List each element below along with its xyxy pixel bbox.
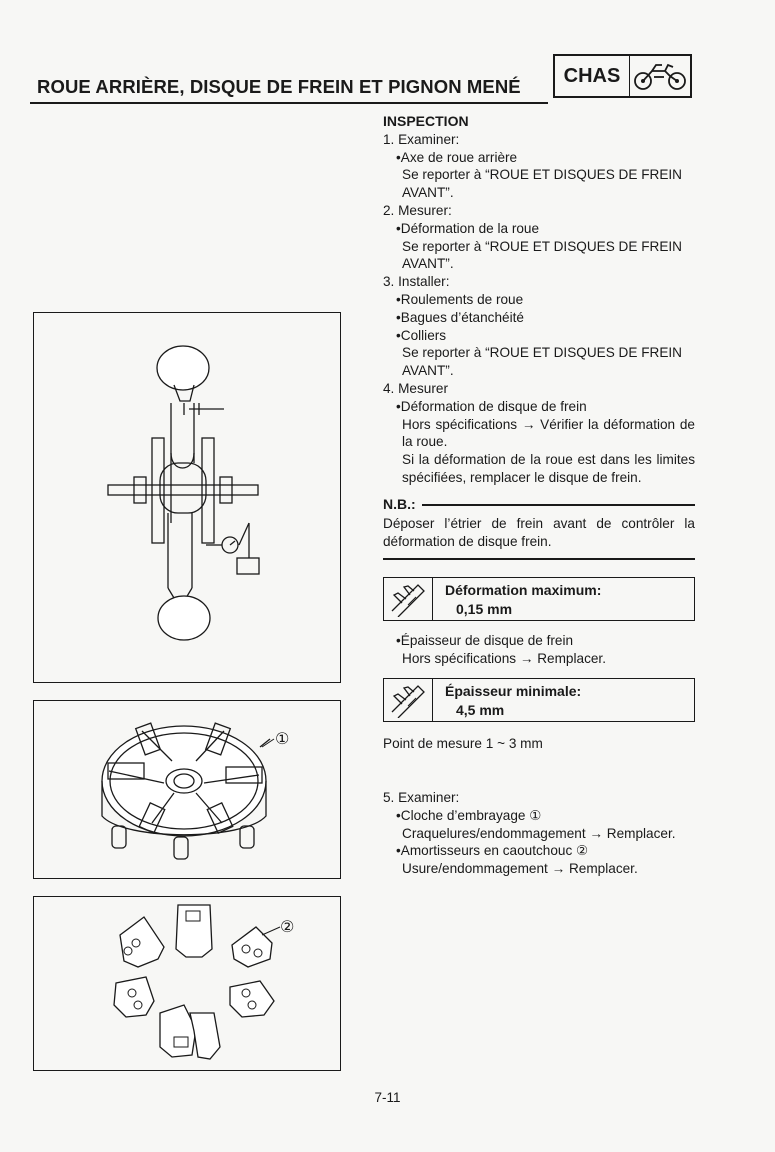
step-bullet: •Déformation de disque de frein [396,398,587,414]
nb-rule [422,504,695,506]
step-label: 1. Examiner: [383,131,460,147]
step-bullet: •Axe de roue arrière [396,149,518,165]
section-badge [553,54,692,98]
callout-1: ① [275,729,290,748]
spec-value: 4,5 mm [456,702,505,718]
step-note: Usure/endommagement → Remplacer. [402,861,638,877]
rubber-dampers-illustration [34,897,339,1069]
figure-clutch-hub [33,700,341,879]
step-label: 2. Mesurer: [383,202,452,218]
step-bullet: •Cloche d’embrayage ① [396,807,542,823]
step-note: AVANT”. [402,256,454,272]
step-bullet: •Amortisseurs en caoutchouc ② [396,843,589,859]
step-note: Se reporter à “ROUE ET DISQUES DE FREIN [402,238,682,254]
inspection-section [383,113,695,487]
section-heading: INSPECTION [383,113,469,129]
nb-end-rule [383,558,695,560]
caliper-icon [384,679,433,721]
figure-disc-runout [33,312,341,683]
thickness-item [383,632,695,668]
step-bullet: •Déformation de la roue [396,220,540,236]
step-bullet: •Épaisseur de disque de frein [396,633,574,648]
callout-2: ② [280,917,295,936]
page-number: 7-11 [374,1090,401,1105]
nb-label: N.B.: [383,496,416,512]
step-note: Craquelures/endommagement → Remplacer. [402,825,676,841]
spec-box-min-thickness [383,678,695,722]
step-note: Se reporter à “ROUE ET DISQUES DE FREIN [402,345,682,361]
page-title: ROUE ARRIÈRE, DISQUE DE FREIN ET PIGNON MENÉ [37,76,521,97]
motorcycle-icon [630,56,690,96]
step-note: Si la déformation de la roue est dans les limites spécifiées, remplacer le disque de frein. [402,452,695,485]
spec-label: Déformation maximum: [445,582,602,598]
step-bullet: •Colliers [396,327,447,343]
spec-label: Épaisseur minimale: [445,683,582,699]
step-note: Hors spécifications → Remplacer. [402,650,606,666]
step-note: AVANT”. [402,363,454,379]
badge-label: CHAS [555,56,630,96]
title-underline [30,102,548,104]
spec-box-max-deformation [383,577,695,621]
step-note: Se reporter à “ROUE ET DISQUES DE FREIN [402,167,682,183]
nb-text: Déposer l’étrier de frein avant de contrôler la déformation de disque frein. [383,515,695,549]
measure-point: Point de mesure 1 ~ 3 mm [383,736,543,751]
clutch-hub-illustration [34,701,339,877]
disc-runout-illustration [34,313,339,681]
figure-rubber-dampers [33,896,341,1071]
caliper-icon [384,578,433,620]
step-label: 3. Installer: [383,274,450,290]
step-bullet: •Roulements de roue [396,291,524,307]
step-label: 5. Examiner: [383,790,460,805]
nb-block [383,496,695,550]
step-5 [383,789,695,878]
step-note: AVANT”. [402,185,454,201]
step-bullet: •Bagues d’étanchéité [396,309,524,325]
spec-value: 0,15 mm [456,601,513,617]
step-label: 4. Mesurer [383,380,448,396]
step-note: Hors spécifications → Vérifier la déformation de la roue. [402,416,695,450]
